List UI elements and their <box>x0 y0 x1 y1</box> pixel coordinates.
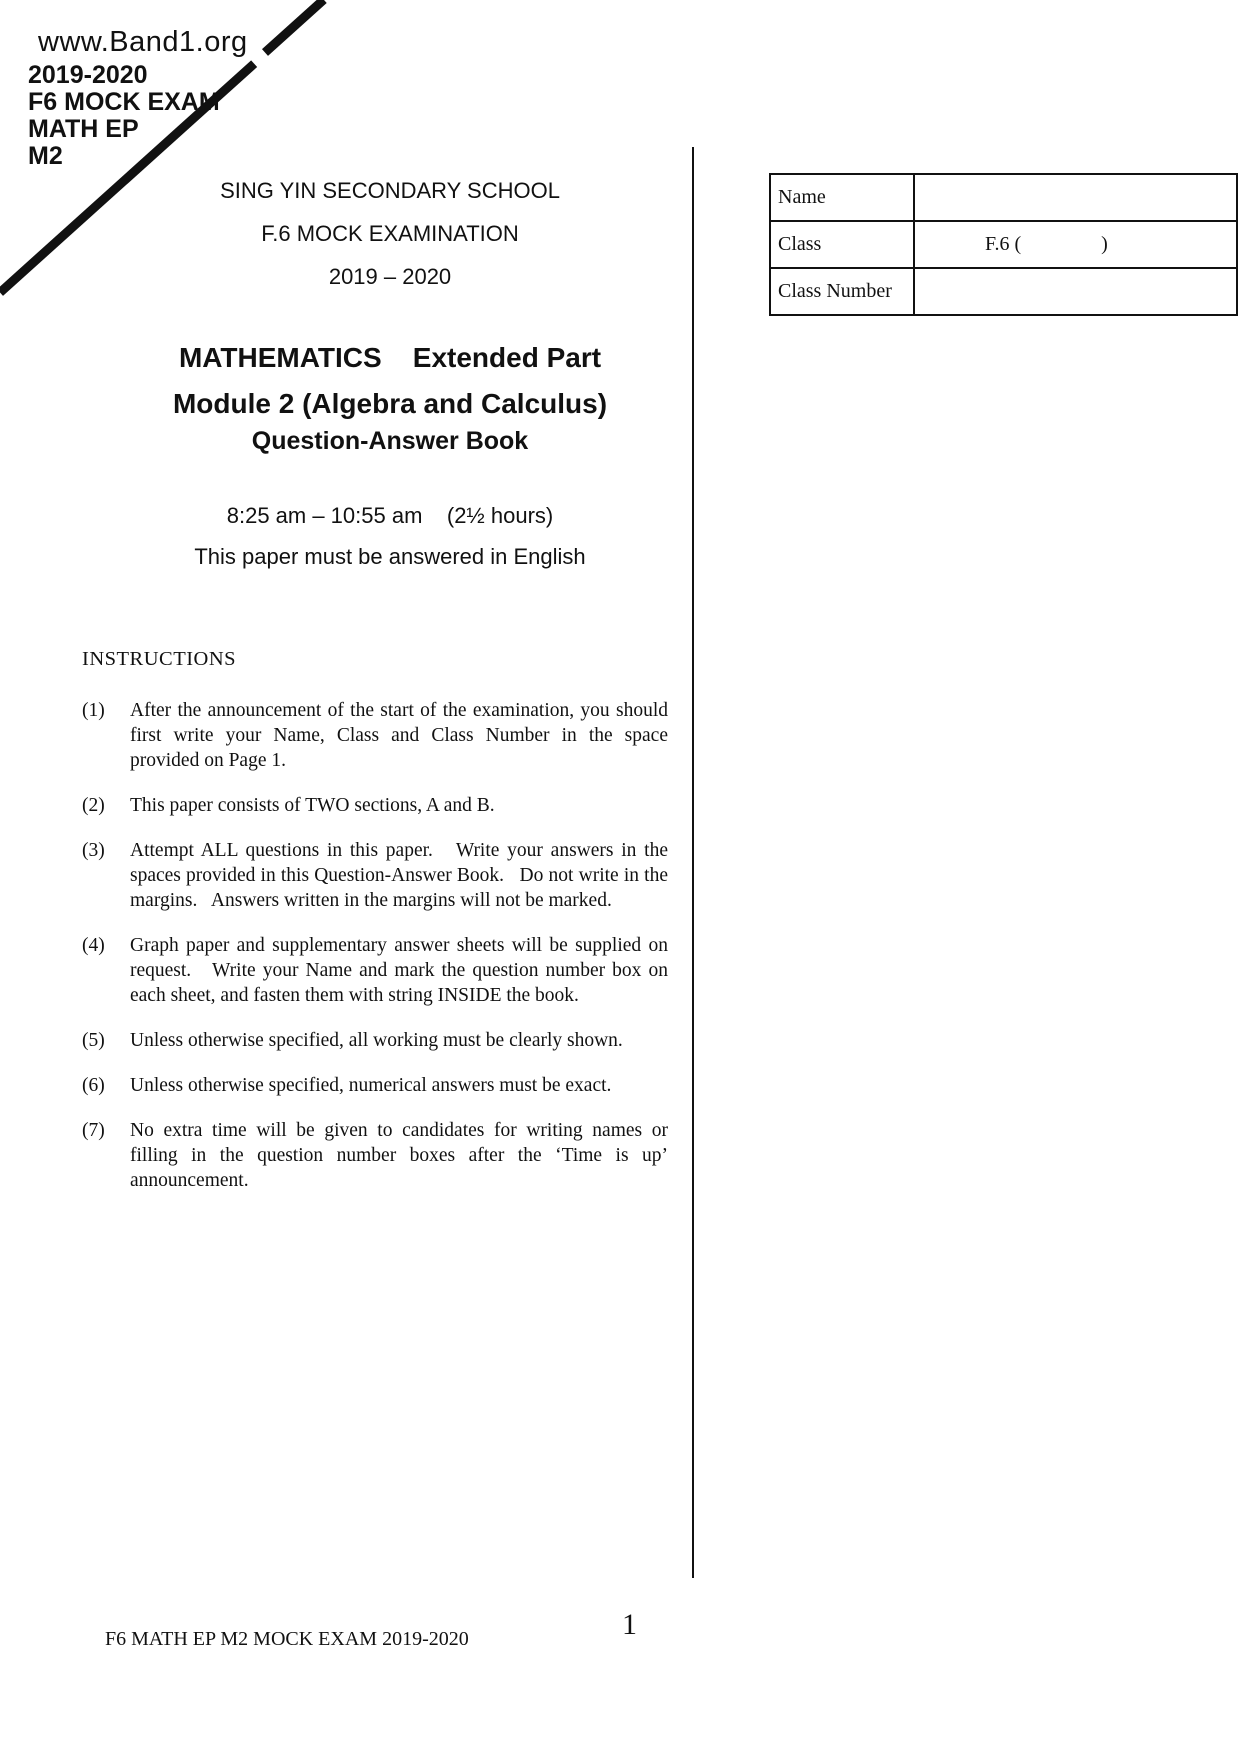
class-number-value-field <box>914 268 1237 315</box>
class-number-label: Class Number <box>770 268 914 315</box>
exam-year: 2019 – 2020 <box>328 264 452 289</box>
exam-name: F.6 MOCK EXAMINATION <box>261 221 519 246</box>
session-block <box>90 503 690 585</box>
diagonal-line-upper <box>262 0 327 56</box>
watermark-url: www.Band1.org <box>38 26 248 58</box>
instruction-text: No extra time will be given to candidates for writing names or filling in the question number boxes after the ‘Time is up’ announcement. <box>130 1120 673 1191</box>
page-number: 1 <box>622 1608 637 1641</box>
module-title: Module 2 (Algebra and Calculus) <box>172 388 608 419</box>
instruction-text: Unless otherwise specified, all working must be clearly shown. <box>130 1030 623 1051</box>
instruction-number: (4) <box>82 935 105 956</box>
paper-title-block <box>90 342 690 456</box>
table-row-class <box>770 221 1237 268</box>
subject-title: MATHEMATICS Extended Part <box>178 342 602 373</box>
instruction-number: (1) <box>82 700 105 721</box>
instruction-item-1 <box>82 698 672 773</box>
school-name: SING YIN SECONDARY SCHOOL <box>220 178 560 203</box>
instruction-number: (5) <box>82 1030 105 1051</box>
watermark-subject: MATH EP <box>28 115 139 143</box>
instruction-item-3 <box>82 838 672 913</box>
watermark-exam: F6 MOCK EXAM <box>28 88 220 116</box>
name-value-field <box>914 174 1237 221</box>
table-row-name <box>770 174 1237 221</box>
footer-label: F6 MATH EP M2 MOCK EXAM 2019-2020 <box>105 1628 469 1650</box>
instruction-item-5 <box>82 1028 672 1053</box>
candidate-info-table <box>769 173 1238 316</box>
vertical-margin-divider <box>692 147 694 1578</box>
instruction-item-4 <box>82 933 672 1008</box>
exam-time: 8:25 am – 10:55 am (2½ hours) <box>226 503 554 528</box>
instructions-section <box>82 648 672 1213</box>
instruction-number: (6) <box>82 1075 105 1096</box>
instruction-item-7 <box>82 1118 672 1193</box>
instruction-number: (2) <box>82 795 105 816</box>
instruction-text: After the announcement of the start of the examination, you should first write your Name, Class and Class Number in the space provided on Page 1. <box>130 700 673 771</box>
class-value-field: F.6 ( ) <box>914 221 1237 268</box>
instruction-text: Graph paper and supplementary answer sheets will be supplied on request. Write your Name and mark the question number box on each sheet, and fasten them with string INSIDE the book. <box>130 935 673 1006</box>
instruction-number: (7) <box>82 1120 105 1141</box>
instruction-item-2 <box>82 793 672 818</box>
instruction-text: Unless otherwise specified, numerical answers must be exact. <box>130 1075 612 1096</box>
class-label: Class <box>770 221 914 268</box>
instruction-number: (3) <box>82 840 105 861</box>
instruction-text: This paper consists of TWO sections, A and B. <box>130 795 495 816</box>
watermark-year: 2019-2020 <box>28 61 148 89</box>
exam-header <box>90 178 690 307</box>
table-row-class-number <box>770 268 1237 315</box>
instruction-text: Attempt ALL questions in this paper. Write your answers in the spaces provided in this Question-Answer Book. Do not write in the margins. Answers written in the margins will not be marked. <box>130 840 673 911</box>
watermark-module: M2 <box>28 142 63 170</box>
book-title: Question-Answer Book <box>251 427 529 455</box>
instructions-heading: INSTRUCTIONS <box>82 648 237 670</box>
language-note: This paper must be answered in English <box>194 544 586 569</box>
instruction-item-6 <box>82 1073 672 1098</box>
name-label: Name <box>770 174 914 221</box>
